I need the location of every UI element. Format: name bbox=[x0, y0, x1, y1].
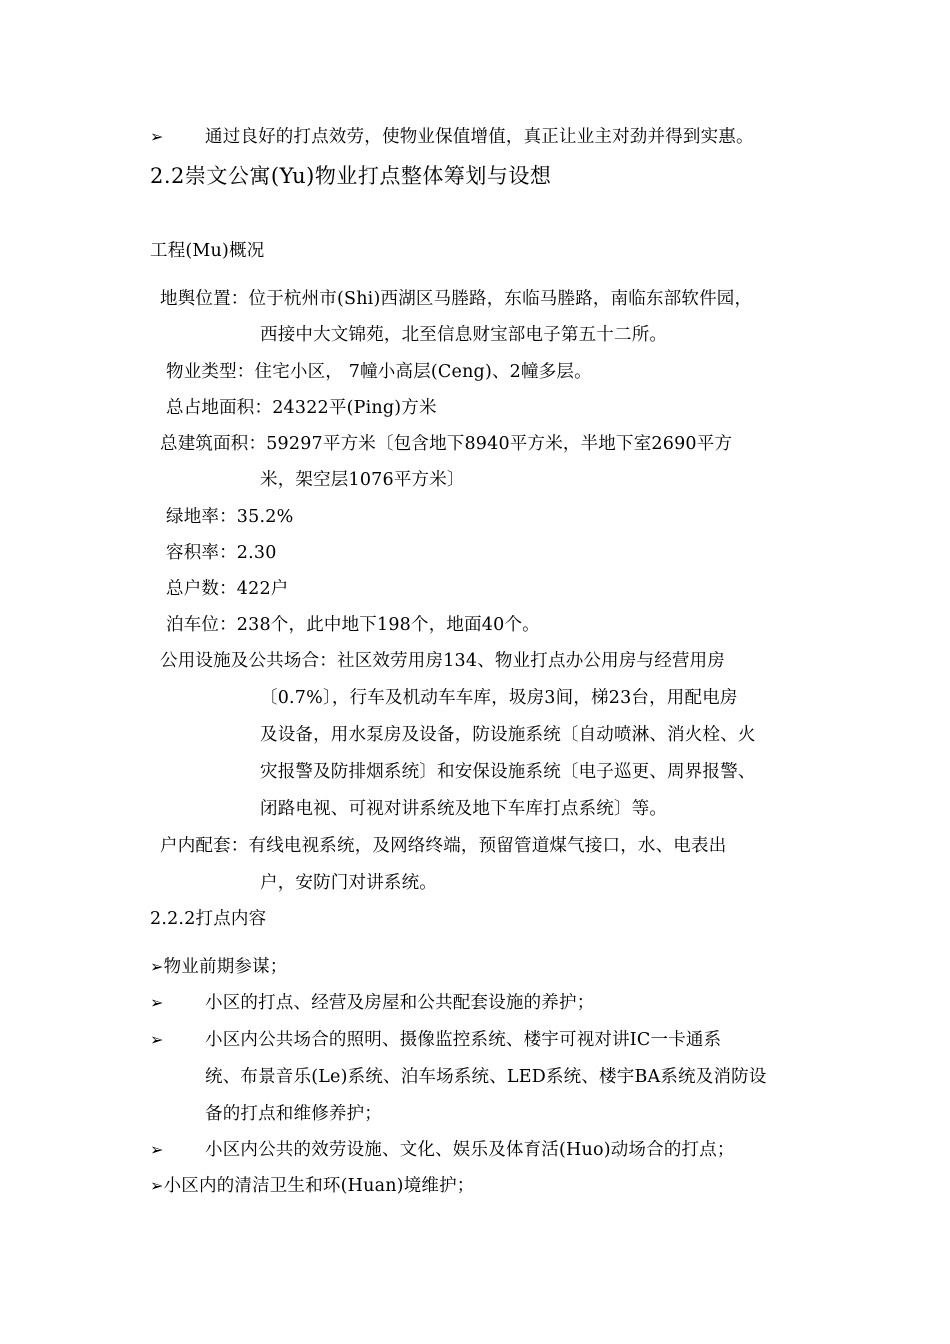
public-facilities-line-2: 〔0.7%〕，行车及机动车车库，圾房3间，梯23台，用配电房 bbox=[260, 688, 738, 708]
bullet-arrow-icon: ➢ bbox=[150, 957, 164, 976]
intro-bullet-text: 通过良好的打点效劳，使物业保值增值，真正让业主对劲并得到实惠。 bbox=[205, 127, 754, 147]
public-facilities-line-3: 及设备，用水泵房及设备，防设施系统〔自动喷淋、消火栓、火 bbox=[260, 725, 756, 745]
bullet-arrow-icon: ➢ bbox=[150, 1030, 164, 1049]
parking: 泊车位：238个，此中地下198个，地面40个。 bbox=[166, 615, 540, 635]
public-facilities-line-1: 公用设施及公共场合：社区效劳用房134、物业打点办公用房与经营用房 bbox=[160, 651, 725, 671]
section-heading: 2.2崇文公寓(Yu)物业打点整体筹划与设想 bbox=[150, 164, 552, 188]
building-area-line-2: 米，架空层1076平方米〕 bbox=[260, 470, 465, 490]
property-type: 物业类型：住宅小区， 7幢小高层(Ceng)、2幢多层。 bbox=[166, 362, 592, 382]
content-item-4: 小区内公共的效劳设施、文化、娱乐及体育活(Huo)动场合的打点； bbox=[205, 1140, 735, 1160]
bullet-arrow-icon: ➢ bbox=[150, 1176, 164, 1195]
bullet-arrow-icon: ➢ bbox=[150, 1140, 164, 1159]
public-facilities-line-5: 闭路电视、可视对讲系统及地下车库打点系统〕等。 bbox=[260, 799, 668, 819]
content-item-3-line-1: 小区内公共场合的照明、摄像监控系统、楼宇可视对讲IC一卡通系 bbox=[205, 1030, 722, 1050]
content-item-2: 小区的打点、经营及房屋和公共配套设施的养护； bbox=[205, 993, 595, 1013]
content-item-1 bbox=[150, 955, 288, 979]
bullet-arrow-icon: ➢ bbox=[150, 127, 164, 146]
green-rate: 绿地率：35.2% bbox=[166, 507, 294, 527]
location-line-1: 地舆位置：位于杭州市(Shi)西湖区马塍路，东临马塍路，南临东部软件园， bbox=[160, 289, 753, 309]
plot-ratio: 容积率：2.30 bbox=[166, 543, 277, 563]
content-item-5 bbox=[150, 1174, 475, 1198]
household-facilities-line-2: 户，安防门对讲系统。 bbox=[260, 873, 437, 893]
building-area-line-1: 总建筑面积：59297平方米〔包含地下8940平方米，半地下室2690平方 bbox=[160, 434, 733, 454]
subsection-content-heading: 2.2.2打点内容 bbox=[150, 909, 267, 929]
bullet-arrow-icon: ➢ bbox=[150, 993, 164, 1012]
public-facilities-line-4: 灾报警及防排烟系统〕和安保设施系统〔电子巡更、周界报警、 bbox=[260, 762, 756, 782]
land-area: 总占地面积：24322平(Ping)方米 bbox=[166, 398, 437, 418]
location-line-2: 西接中大文锦苑，北至信息财宝部电子第五十二所。 bbox=[260, 325, 668, 345]
content-item-3-line-2: 统、布景音乐(Le)系统、泊车场系统、LED系统、楼宇BA系统及消防设 bbox=[205, 1067, 767, 1087]
household-facilities-line-1: 户内配套：有线电视系统，及网络终端，预留管道煤气接口，水、电表出 bbox=[160, 836, 727, 856]
content-item-3-line-3: 备的打点和维修养护； bbox=[205, 1104, 382, 1124]
content-item-1-text: 物业前期参谋； bbox=[163, 957, 288, 977]
subsection-overview-heading: 工程(Mu)概况 bbox=[150, 241, 265, 261]
households: 总户数：422户 bbox=[166, 579, 289, 599]
content-item-5-text: 小区内的清洁卫生和环(Huan)境维护； bbox=[163, 1176, 475, 1196]
